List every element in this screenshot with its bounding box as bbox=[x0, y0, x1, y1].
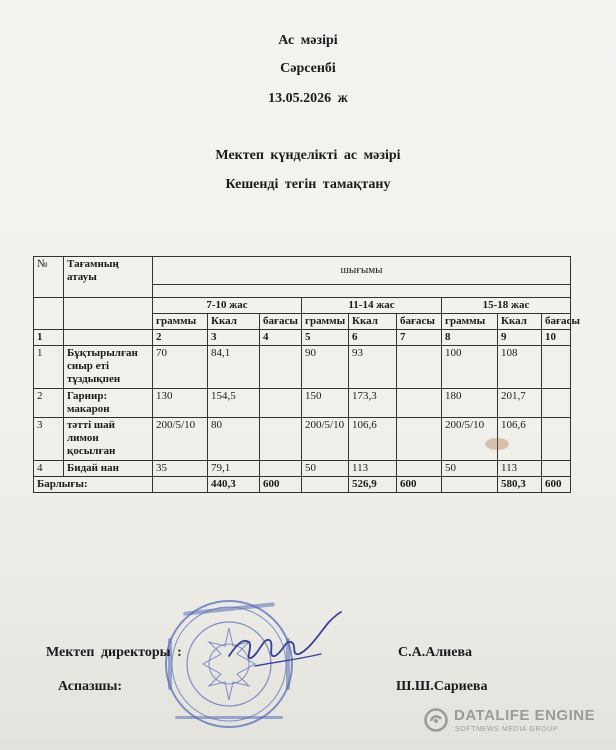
cook-name: Ш.Ш.Сариева bbox=[396, 679, 488, 694]
weekday: Сәрсенбі bbox=[280, 61, 336, 76]
cook-label: Аспазшы: bbox=[58, 679, 123, 694]
total-price: 600 bbox=[397, 477, 442, 493]
row-number: 3 bbox=[34, 418, 64, 461]
age-group-row bbox=[34, 298, 571, 314]
column-number: 4 bbox=[260, 330, 302, 346]
menu-date: 13.05.2026 ж bbox=[268, 91, 348, 106]
cell-kcal: 93 bbox=[349, 346, 397, 389]
cell-grams: 50 bbox=[302, 461, 349, 477]
column-number: 9 bbox=[498, 330, 542, 346]
total-empty bbox=[153, 477, 208, 493]
cell-kcal: 108 bbox=[498, 346, 542, 389]
menu-title: Ас мәзірі bbox=[278, 33, 338, 48]
column-number-empty bbox=[64, 330, 153, 346]
cell-grams: 70 bbox=[153, 346, 208, 389]
cell-price bbox=[542, 389, 571, 418]
dish-name: тәтті шай лимон қосылған bbox=[64, 418, 153, 461]
table-row bbox=[34, 346, 571, 389]
column-number: 3 bbox=[208, 330, 260, 346]
table-row bbox=[34, 389, 571, 418]
total-label: Барлығы: bbox=[34, 477, 153, 493]
total-price: 600 bbox=[260, 477, 302, 493]
director-name: С.А.Алиева bbox=[398, 645, 473, 660]
row-number: 1 bbox=[34, 346, 64, 389]
cell-price bbox=[397, 418, 442, 461]
cell-price bbox=[260, 461, 302, 477]
subtitle-free-meals: Кешенді тегін тамақтану bbox=[225, 177, 391, 192]
total-row bbox=[34, 477, 571, 493]
cell-price bbox=[397, 461, 442, 477]
watermark-title: DATALIFE ENGINE bbox=[454, 707, 596, 724]
subheader-kcal: Ккал bbox=[208, 314, 260, 330]
cell-price bbox=[542, 461, 571, 477]
subtitle-school-menu: Мектеп күнделікті ас мәзірі bbox=[215, 148, 401, 163]
cell-kcal: 113 bbox=[349, 461, 397, 477]
total-empty bbox=[442, 477, 498, 493]
total-empty bbox=[302, 477, 349, 493]
column-number: 8 bbox=[442, 330, 498, 346]
total-kcal: 440,3 bbox=[208, 477, 260, 493]
column-number: 5 bbox=[302, 330, 349, 346]
watermark bbox=[424, 705, 604, 739]
cell-price bbox=[397, 346, 442, 389]
total-kcal: 526,9 bbox=[349, 477, 397, 493]
cell-price bbox=[542, 418, 571, 461]
table-row bbox=[34, 461, 571, 477]
cell-price bbox=[260, 346, 302, 389]
cell-kcal: 84,1 bbox=[208, 346, 260, 389]
menu-table bbox=[33, 256, 580, 493]
subheader-empty bbox=[34, 314, 64, 330]
cell-grams: 35 bbox=[153, 461, 208, 477]
total-price: 600 bbox=[542, 477, 571, 493]
cell-kcal: 80 bbox=[208, 418, 260, 461]
total-kcal: 580,3 bbox=[498, 477, 542, 493]
header-output: шығымы bbox=[153, 257, 571, 285]
cell-grams: 180 bbox=[442, 389, 498, 418]
dish-name: Гарнир: макарон bbox=[64, 389, 153, 418]
header-dish-name: Тағамның атауы bbox=[64, 257, 153, 298]
cell-grams: 130 bbox=[153, 389, 208, 418]
coffee-stain bbox=[485, 438, 509, 450]
cell-grams: 200/5/10 bbox=[442, 418, 498, 461]
subheader-kcal: Ккал bbox=[498, 314, 542, 330]
subheader-price: бағасы bbox=[397, 314, 442, 330]
cell-grams: 100 bbox=[442, 346, 498, 389]
cell-kcal: 154,5 bbox=[208, 389, 260, 418]
cell-kcal: 113 bbox=[498, 461, 542, 477]
watermark-subtitle: SOFTNEWS MEDIA GROUP bbox=[455, 726, 559, 733]
column-number: 6 bbox=[349, 330, 397, 346]
cell-grams: 90 bbox=[302, 346, 349, 389]
subheader-price: бағасы bbox=[542, 314, 571, 330]
cell-grams: 50 bbox=[442, 461, 498, 477]
age-group-empty bbox=[34, 298, 64, 314]
subheader-empty bbox=[64, 314, 153, 330]
dish-name: Бидай нан bbox=[64, 461, 153, 477]
column-number: 7 bbox=[397, 330, 442, 346]
dish-name: Бұқтырылған сиыр еті тұздықпен bbox=[64, 346, 153, 389]
cell-grams: 150 bbox=[302, 389, 349, 418]
column-number-row bbox=[34, 330, 571, 346]
cell-kcal: 79,1 bbox=[208, 461, 260, 477]
subheader-grams: граммы bbox=[442, 314, 498, 330]
header-number: № bbox=[34, 257, 64, 298]
row-number: 2 bbox=[34, 389, 64, 418]
subheader-grams: граммы bbox=[153, 314, 208, 330]
cell-kcal: 173,3 bbox=[349, 389, 397, 418]
cell-grams: 200/5/10 bbox=[153, 418, 208, 461]
age-group-11-14: 11-14 жас bbox=[302, 298, 442, 314]
cell-price bbox=[397, 389, 442, 418]
column-number: 1 bbox=[34, 330, 64, 346]
subheader-row bbox=[34, 314, 571, 330]
signature-icon bbox=[225, 608, 345, 678]
column-number: 2 bbox=[153, 330, 208, 346]
cell-kcal: 106,6 bbox=[349, 418, 397, 461]
age-group-empty bbox=[64, 298, 153, 314]
column-number: 10 bbox=[542, 330, 571, 346]
cell-price bbox=[260, 418, 302, 461]
subheader-grams: граммы bbox=[302, 314, 349, 330]
age-group-15-18: 15-18 жас bbox=[442, 298, 571, 314]
age-group-7-10: 7-10 жас bbox=[153, 298, 302, 314]
subheader-price: бағасы bbox=[260, 314, 302, 330]
header-spacer bbox=[153, 285, 571, 298]
watermark-logo-icon bbox=[424, 708, 448, 732]
director-label: Мектеп директоры : bbox=[46, 645, 182, 660]
table-header-row bbox=[34, 257, 571, 285]
subheader-kcal: Ккал bbox=[349, 314, 397, 330]
cell-grams: 200/5/10 bbox=[302, 418, 349, 461]
cell-price bbox=[542, 346, 571, 389]
cell-price bbox=[260, 389, 302, 418]
cell-kcal: 201,7 bbox=[498, 389, 542, 418]
row-number: 4 bbox=[34, 461, 64, 477]
cell-kcal: 106,6 bbox=[498, 418, 542, 461]
